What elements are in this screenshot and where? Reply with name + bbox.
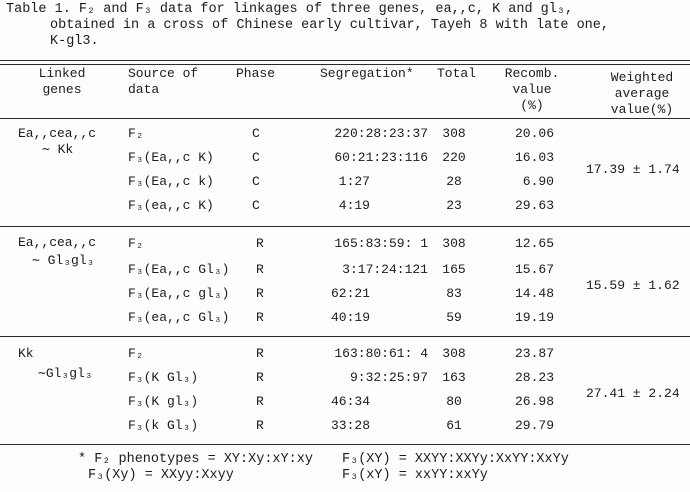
bottom-rule xyxy=(0,444,690,445)
footnote-f3-xy-lower: F₃(Xy) = XXyy:Xxyy xyxy=(88,468,234,483)
group-3-genes xyxy=(18,344,93,384)
group-2-genes-line2: ∼ Gl₃gl₃ xyxy=(32,253,95,268)
cell-total: 23 xyxy=(446,198,462,213)
cell-segregation: 40:19 xyxy=(330,310,370,325)
cell-segregation: 3:17:24:121 xyxy=(342,262,428,277)
header-segregation: Segregation* xyxy=(320,66,414,81)
header-source-line2: data xyxy=(128,82,160,97)
cell-segregation: 46:34 xyxy=(330,394,370,409)
cell-source: F₂ xyxy=(128,126,144,141)
group-2-rule xyxy=(0,336,690,337)
caption-line-3: K-gl3. xyxy=(50,34,99,49)
cell-total: 308 xyxy=(442,346,466,361)
top-rule xyxy=(0,60,690,61)
header-phase: Phase xyxy=(236,66,276,81)
cell-phase: C xyxy=(252,126,260,141)
cell-total: 163 xyxy=(442,370,466,385)
cell-segregation: 220:28:23:37 xyxy=(334,126,428,141)
cell-source: F₃(Ea,,c K) xyxy=(128,150,214,165)
cell-phase: C xyxy=(252,198,260,213)
header-rule xyxy=(0,118,690,119)
group-3-genes-line2: ∼Gl₃gl₃ xyxy=(38,366,93,381)
cell-total: 83 xyxy=(446,286,462,301)
cell-recomb: 12.65 xyxy=(514,236,554,251)
cell-recomb: 23.87 xyxy=(514,346,554,361)
group-1-genes-line2: ∼ Kk xyxy=(42,142,74,157)
header-weighted xyxy=(594,70,690,118)
cell-phase: R xyxy=(256,286,264,301)
cell-total: 61 xyxy=(446,418,462,433)
cell-source: F₃(ea,,c K) xyxy=(128,198,214,213)
footnote-f3-xy-recessive: F₃(xY) = xxYY:xxYy xyxy=(342,468,488,483)
cell-segregation: 4:19 xyxy=(338,198,370,213)
cell-phase: C xyxy=(252,174,260,189)
cell-phase: R xyxy=(256,346,264,361)
group-3-genes-line1: Kk xyxy=(18,346,34,361)
cell-source: F₂ xyxy=(128,346,144,361)
header-recomb-line2: value xyxy=(512,82,552,97)
cell-phase: R xyxy=(256,262,264,277)
header-linked-line1: Linked xyxy=(38,66,86,81)
cell-recomb: 29.63 xyxy=(514,198,554,213)
group-2-genes-line1: Ea,,cea,,c xyxy=(18,235,97,250)
cell-source: F₃(K Gl₃) xyxy=(128,370,199,385)
cell-segregation: 163:80:61: 4 xyxy=(334,346,428,361)
cell-recomb: 26.98 xyxy=(514,394,554,409)
header-source-line1: Source of xyxy=(128,66,199,81)
header-linked-line2: genes xyxy=(42,82,82,97)
cell-segregation: 9:32:25:97 xyxy=(349,370,428,385)
cell-recomb: 16.03 xyxy=(514,150,554,165)
cell-recomb: 20.06 xyxy=(514,126,554,141)
cell-total: 80 xyxy=(446,394,462,409)
cell-total: 308 xyxy=(442,236,466,251)
header-weighted-line1: Weighted xyxy=(610,70,674,85)
cell-total: 59 xyxy=(446,310,462,325)
footnote-f3-xy: F₃(XY) = XXYY:XXYy:XxYY:XxYy xyxy=(342,452,569,467)
header-total: Total xyxy=(437,66,477,81)
table-caption xyxy=(6,2,676,50)
cell-recomb: 14.48 xyxy=(514,286,554,301)
cell-phase: R xyxy=(256,370,264,385)
cell-phase: C xyxy=(252,150,260,165)
cell-recomb: 6.90 xyxy=(522,174,554,189)
cell-segregation: 165:83:59: 1 xyxy=(334,236,428,251)
header-recomb xyxy=(494,66,570,114)
cell-recomb: 29.79 xyxy=(514,418,554,433)
group-1-genes xyxy=(18,126,96,158)
header-weighted-line2: average xyxy=(614,86,670,101)
cell-source: F₃(Ea,,c k) xyxy=(128,174,214,189)
group-3-weighted: 27.41 ± 2.24 xyxy=(586,386,680,401)
cell-total: 308 xyxy=(442,126,466,141)
cell-recomb: 19.19 xyxy=(514,310,554,325)
header-linked-genes xyxy=(22,66,102,98)
cell-segregation: 1:27 xyxy=(338,174,370,189)
caption-line-2: obtained in a cross of Chinese early cultivar, Tayeh 8 with late one, xyxy=(50,18,609,33)
group-2-genes xyxy=(18,234,96,270)
cell-source: F₃(K gl₃) xyxy=(128,394,199,409)
cell-recomb: 28.23 xyxy=(514,370,554,385)
cell-phase: R xyxy=(256,394,264,409)
top-rule-double xyxy=(0,64,690,65)
group-2-weighted: 15.59 ± 1.62 xyxy=(586,278,680,293)
header-recomb-line1: Recomb. xyxy=(504,66,560,81)
cell-total: 220 xyxy=(442,150,466,165)
cell-source: F₃(Ea,,c gl₃) xyxy=(128,286,230,301)
group-1-rule xyxy=(0,226,690,227)
cell-source: F₃(ea,,c Gl₃) xyxy=(128,310,230,325)
cell-recomb: 15.67 xyxy=(514,262,554,277)
cell-phase: R xyxy=(256,310,264,325)
header-recomb-line3: (%) xyxy=(520,98,544,113)
header-weighted-line3: value(%) xyxy=(610,102,674,117)
cell-source: F₃(k Gl₃) xyxy=(128,418,199,433)
cell-source: F₃(Ea,,c Gl₃) xyxy=(128,262,230,277)
cell-source: F₂ xyxy=(128,236,144,251)
cell-total: 165 xyxy=(442,262,466,277)
caption-line-1: Table 1. F₂ and F₃ data for linkages of three genes, ea,,c, K and gl₃, xyxy=(6,2,574,17)
group-1-genes-line1: Ea,,cea,,c xyxy=(18,126,97,141)
header-source xyxy=(128,66,198,98)
cell-total: 28 xyxy=(446,174,462,189)
cell-segregation: 60:21:23:116 xyxy=(334,150,428,165)
cell-phase: R xyxy=(256,418,264,433)
cell-segregation: 33:28 xyxy=(330,418,370,433)
cell-phase: R xyxy=(256,236,264,251)
cell-segregation: 62:21 xyxy=(330,286,370,301)
footnote-phenotypes: * F₂ phenotypes = XY:Xy:xY:xy xyxy=(78,452,313,467)
group-1-weighted: 17.39 ± 1.74 xyxy=(586,162,680,177)
